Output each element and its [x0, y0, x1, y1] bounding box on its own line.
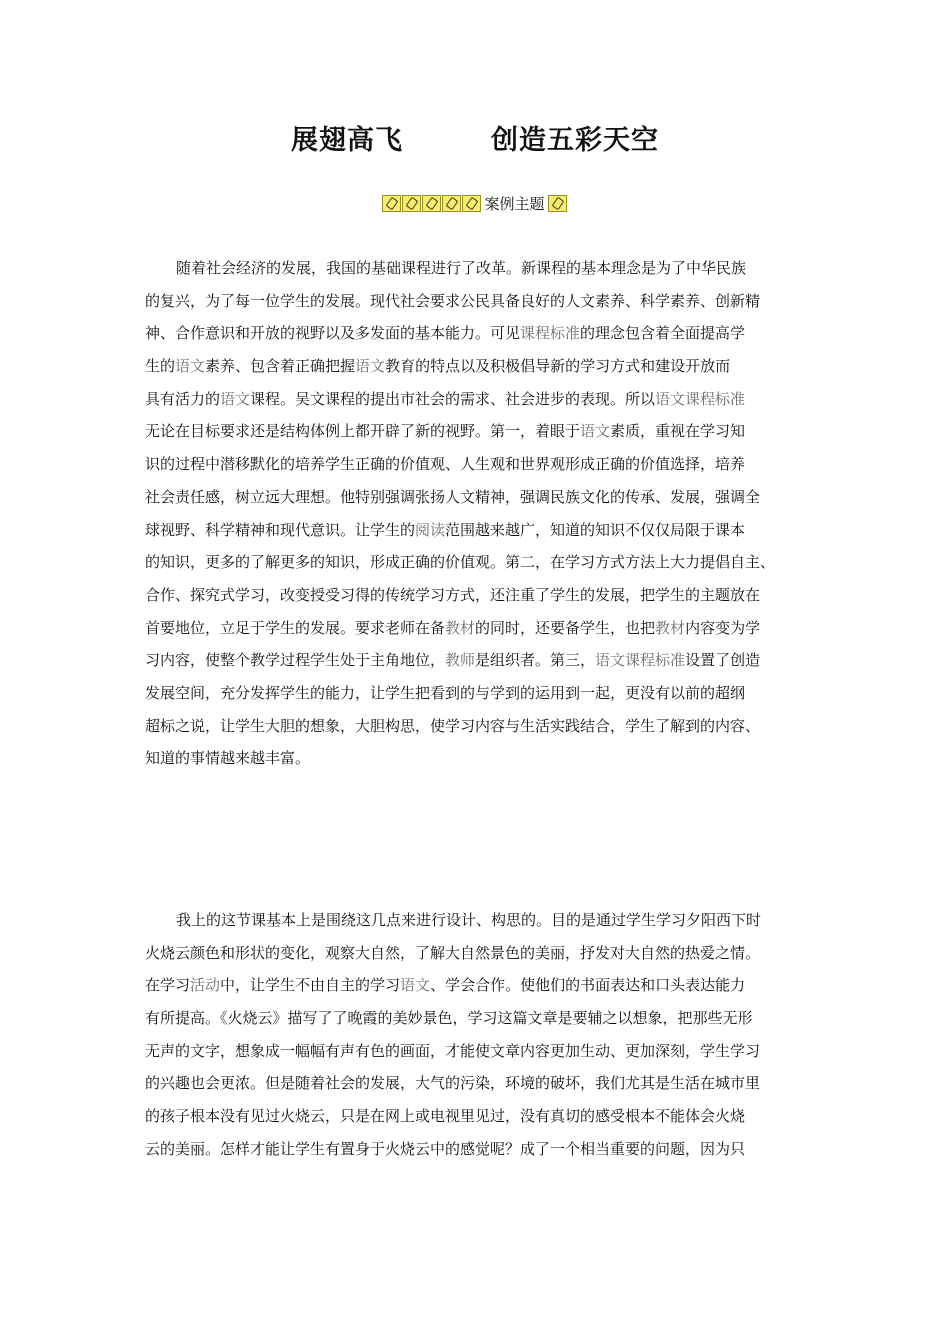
text-line: [145, 742, 825, 775]
text-run: 、学会合作。使他们的书面表达和口头表达能力: [430, 976, 746, 995]
inline-link[interactable]: 活动: [190, 976, 221, 995]
text-line: [145, 612, 825, 645]
text-run: 的理念包含着全面提高学: [580, 324, 746, 343]
text-run: 火烧云颜色和形状的变化，观察大自然，了解大自然景色的美丽，抒发对大自然的热爱之情。: [145, 943, 761, 962]
inline-link[interactable]: 语文: [220, 389, 251, 408]
text-run: 我上的这节课基本上是围绕这几点来进行设计、构思的。目的是通过学生学习夕阳西下时: [176, 911, 762, 929]
text-line: [145, 546, 825, 579]
text-run: 云的美丽。怎样才能让学生有置身于火烧云中的感觉呢？成了一个相当重要的问题，因为只: [145, 1139, 746, 1158]
text-run: 习内容，使整个教学过程学生处于主角地位，: [145, 651, 446, 670]
text-run: 合作、探究式学习，改变授受习得的传统学习方式，还注重了学生的发展，把学生的主题放在: [145, 585, 761, 604]
inline-link[interactable]: 语文: [400, 976, 431, 995]
text-run: 首要地位，立足于学生的发展。要求老师在备: [145, 618, 446, 637]
ornament-icon: [382, 195, 401, 212]
text-line: [145, 710, 825, 743]
text-line: [145, 350, 825, 383]
text-line: [145, 1002, 825, 1035]
title-right: 创造五彩天空: [491, 125, 659, 156]
text-line: [145, 1100, 825, 1133]
text-run: 生的: [145, 357, 176, 376]
text-run: 范围越来越广，知道的知识不仅仅局限于课本: [445, 520, 746, 539]
text-line: [145, 904, 825, 937]
text-run: 无论在目标要求还是结构体例上都开辟了新的视野。第一，着眼于: [145, 422, 581, 441]
text-run: 神、合作意识和开放的视野以及多发面的基本能力。可见: [145, 324, 521, 343]
text-line: [145, 415, 825, 448]
ornament-icon: [462, 195, 481, 212]
text-run: 的兴趣也会更浓。但是随着社会的发展，大气的污染，环境的破坏，我们尤其是生活在城市里: [145, 1074, 761, 1093]
ornament-icon: [442, 195, 461, 212]
ornament-icon: [422, 195, 441, 212]
text-run: 的同时，还要备学生，也把: [475, 618, 656, 637]
text-line: [145, 1133, 825, 1166]
ornament-icon: [402, 195, 421, 212]
inline-link[interactable]: 语文课程标准: [595, 651, 686, 670]
text-run: 素养、包含着正确把握: [205, 357, 356, 376]
text-run: 具有活力的: [145, 389, 221, 408]
text-run: 是组织者。第三，: [475, 651, 596, 670]
text-run: 发展空间，充分发挥学生的能力，让学生把看到的与学到的运用到一起，更没有以前的超纲: [145, 683, 746, 702]
text-run: 随着社会经济的发展，我国的基础课程进行了改革。新课程的基本理念是为了中华民族: [176, 259, 747, 277]
text-line: [145, 448, 825, 481]
inline-link[interactable]: 教材: [445, 618, 476, 637]
text-line: [145, 383, 825, 416]
inline-link[interactable]: 教师: [445, 651, 476, 670]
text-run: 的孩子根本没有见过火烧云，只是在网上或电视里见过，没有真切的感受根本不能体会火烧: [145, 1107, 746, 1126]
inline-link[interactable]: 语文课程标准: [655, 389, 746, 408]
text-run: 知道的事情越来越丰富。: [145, 749, 311, 768]
ornament-icon: [548, 195, 567, 212]
text-line: [145, 644, 825, 677]
text-run: 社会责任感，树立远大理想。他特别强调张扬人文精神，强调民族文化的传承、发展，强调全: [145, 487, 761, 506]
inline-link[interactable]: 语文: [355, 357, 386, 376]
text-run: 内容变为学: [685, 618, 761, 637]
text-run: 中，让学生不由自主的学习: [220, 976, 401, 995]
text-run: 有所提高。《火烧云》描写了了晚霞的美妙景色，学习这篇文章是要辅之以想象，把那些无形: [145, 1009, 753, 1028]
text-line: [145, 677, 825, 710]
title-left: 展翅高飞: [291, 125, 403, 156]
inline-link[interactable]: 语文: [175, 357, 206, 376]
text-run: 的知识，更多的了解更多的知识，形成正确的价值观。第二，在学习方式方法上大力提倡自主、: [145, 553, 776, 572]
text-run: 的复兴，为了每一位学生的发展。现代社会要求公民具备良好的人文素养、科学素养、创新精: [145, 291, 761, 310]
text-run: 课程。吴文课程的提出市社会的需求、社会进步的表现。所以: [250, 389, 656, 408]
text-line: [145, 285, 825, 318]
section-heading-label: 案例主题: [484, 195, 545, 213]
text-run: 超标之说，让学生大胆的想象，大胆构思，使学习内容与生活实践结合，学生了解到的内容、: [145, 716, 761, 735]
inline-link[interactable]: 教材: [655, 618, 686, 637]
text-run: 在学习: [145, 976, 191, 995]
text-run: 设置了创造: [685, 651, 761, 670]
section-heading: [0, 193, 950, 215]
inline-link[interactable]: 阅读: [415, 520, 446, 539]
text-run: 球视野、科学精神和现代意识。让学生的: [145, 520, 416, 539]
text-line: [145, 969, 825, 1002]
text-run: 教育的特点以及积极倡导新的学习方式和建设开放而: [385, 357, 731, 376]
paragraph-2: [145, 904, 825, 1166]
text-line: [145, 514, 825, 547]
text-run: 素质，重视在学习知: [610, 422, 746, 441]
text-line: [145, 481, 825, 514]
text-line: [145, 1067, 825, 1100]
text-line: [145, 317, 825, 350]
text-run: 无声的文字，想象成一幅幅有声有色的画面，才能使文章内容更加生动、更加深刻，学生学习: [145, 1041, 761, 1060]
text-run: 识的过程中潜移默化的培养学生正确的价值观、人生观和世界观形成正确的价值选择，培养: [145, 455, 746, 474]
inline-link[interactable]: 语文: [580, 422, 611, 441]
text-line: [145, 579, 825, 612]
text-line: [145, 1035, 825, 1068]
text-line: [145, 937, 825, 970]
inline-link[interactable]: 课程标准: [520, 324, 581, 343]
text-line: [145, 252, 825, 285]
document-title: [0, 118, 950, 157]
paragraph-1: [145, 252, 825, 775]
